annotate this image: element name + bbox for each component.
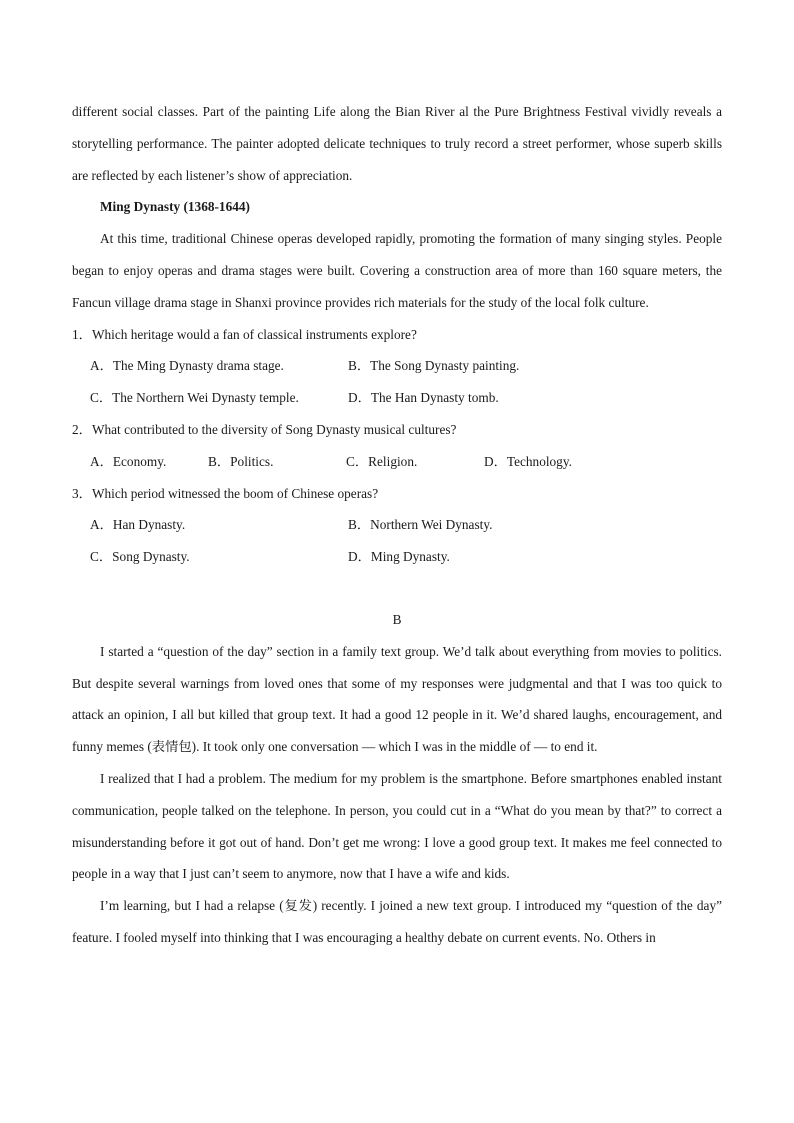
option-d: D．Ming Dynasty. [348,549,450,565]
answer-options [72,350,722,414]
ming-dynasty-heading: Ming Dynasty (1368-1644) [100,199,250,215]
option-c: C．The Northern Wei Dynasty temple. [90,390,299,406]
question-2 [72,414,722,478]
passage-b-title: B [392,611,402,627]
option-a: A．The Ming Dynasty drama stage. [90,358,284,374]
option-a: A．Han Dynasty. [90,517,186,533]
question-stem: 1．Which heritage would a fan of classical instruments explore? [72,326,417,342]
option-c: C．Song Dynasty. [90,549,190,565]
passage-b-paragraph-2: I realized that I had a problem. The medium for my problem is the smartphone. Before smartphones enabled instant communication, people talked on the telephone. In person, you could cut in a “What do you mean by that?” to correct a misunderstanding before it got out of hand. Don’t get me wrong: I love a good group text. It makes me feel connected to people in a way that I just can’t seem to anymore, now that I have a wife and kids. [72,770,722,882]
option-b: B．Northern Wei Dynasty. [348,517,493,533]
question-stem: 3．Which period witnessed the boom of Chinese operas? [72,485,379,501]
document-body [72,96,722,954]
passage-b-paragraph-1: I started a “question of the day” section in a family text group. We’d talk about everything from movies to politics. But despite several warnings from loved ones that some of my responses were judgmental and that I was too quick to attack an opinion, I all but killed that group text. It had a good 12 people in it. We’d shared laughs, encouragement, and funny memes (表情包). It took only one conversation — which I was in the middle of — to end it. [72,643,722,755]
option-d: D．Technology. [484,453,572,469]
option-b: B．Politics. [208,453,274,469]
option-c: C．Religion. [346,453,418,469]
ming-dynasty-paragraph: At this time, traditional Chinese operas developed rapidly, promoting the formation of many singing styles. People began to enjoy operas and drama stages were built. Covering a construction area of more than 160 square meters, the Fancun village drama stage in Shanxi province provides rich materials for the study of the local folk culture. [72,231,722,310]
option-a: A．Economy. [90,453,167,469]
passage-b-paragraph-3: I’m learning, but I had a relapse (复发) recently. I joined a new text group. I introduced my “question of the day” feature. I fooled myself into thinking that I was encouraging a healthy debate on current events. No. Others in [72,898,722,945]
question-stem: 2．What contributed to the diversity of Song Dynasty musical cultures? [72,421,457,437]
option-b: B．The Song Dynasty painting. [348,358,520,374]
option-d: D．The Han Dynasty tomb. [348,390,499,406]
question-3 [72,478,722,573]
answer-options [72,509,722,573]
passage-a-paragraph-end: different social classes. Part of the painting Life along the Bian River al the Pure Brightness Festival vividly reveals a storytelling performance. The painter adopted delicate techniques to truly record a street performer, whose superb skills are reflected by each listener’s show of appreciation. [72,104,722,183]
question-1 [72,319,722,414]
answer-options [72,446,722,478]
